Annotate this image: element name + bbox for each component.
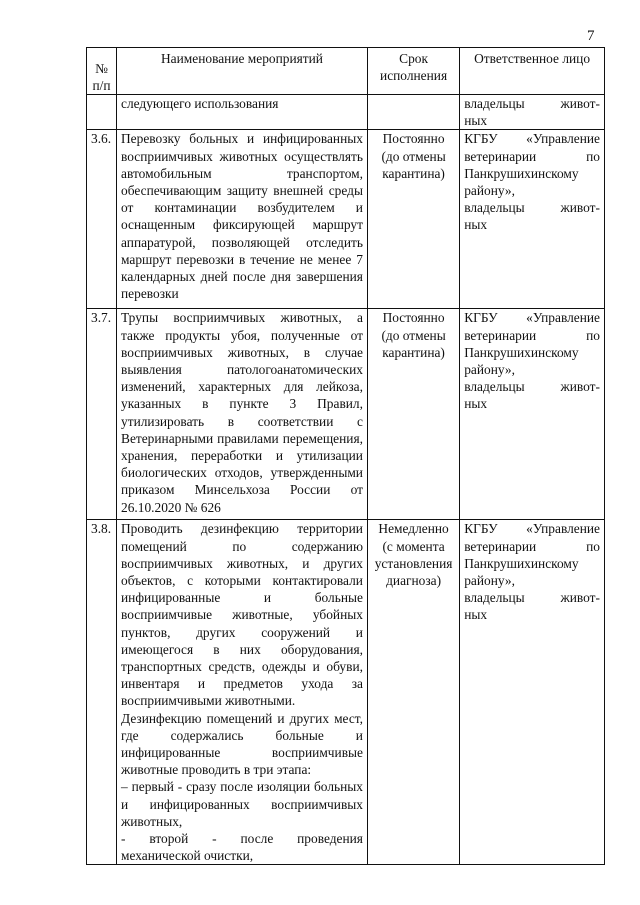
cell-responsible: владельцы живот- ных (460, 95, 605, 130)
table-row-continuation (87, 95, 605, 130)
header-num: № п/п (87, 48, 117, 95)
cell-term (367, 95, 459, 130)
cell-term: Постоянно (до отмены карантина) (367, 130, 459, 309)
header-term: Срок исполнения (367, 48, 459, 95)
cell-term: Постоянно (до отмены карантина) (367, 309, 459, 520)
cell-responsible: КГБУ «Управление ветеринарии по Панкрушихинскому району», владельцы живот- ных (460, 520, 605, 865)
cell-name: следующего использования (117, 95, 368, 130)
cell-responsible: КГБУ «Управление ветеринарии по Панкрушихинскому району», владельцы живот- ных (460, 309, 605, 520)
cell-name: Трупы восприимчивых животных, а также продукты убоя, полученные от восприимчивых животных, в случае выявления патологоанатомических изменений, характерных для лейкоза, указанных в пункте 3 Правил, утилизировать в соответствии с Ветеринарными правилами перемещения, хранения, переработки и утилизации биологических отходов, утвержденными приказом Минсельхоза России от 26.10.2020 № 626 (117, 309, 368, 520)
paragraph: - второй - после проведения механической очистки, (121, 831, 363, 864)
cell-num: 3.7. (87, 309, 117, 520)
cell-num: 3.8. (87, 520, 117, 865)
paragraph: Проводить дезинфекцию территории помещений по содержанию восприимчивых животных, и других объектов, с которыми контактировали инфицированные и больные восприимчивые животные, убойных пунктов, других сооружений и имеющегося в них оборудования, транспортных средств, одежды и обуви, инвентаря и предметов ухода за восприимчивыми животными. (121, 521, 363, 709)
table-row (87, 309, 605, 520)
cell-num (87, 95, 117, 130)
cell-name: Перевозку больных и инфицированных восприимчивых животных осуществлять автомобильным транспортом, обеспечивающим защиту внешней среды от контаминации возбудителем и оснащенным фиксирующей маршрут аппаратурой, позволяющей отследить маршрут перевозки в течение не менее 7 календарных дней после дня завершения перевозки (117, 130, 368, 309)
table-row (87, 130, 605, 309)
page-number: 7 (587, 28, 595, 44)
header-name: Наименование мероприятий (117, 48, 368, 95)
paragraph: – первый - сразу после изоляции больных и инфицированных восприимчивых животных, (121, 779, 363, 829)
table-header-row (87, 48, 605, 95)
cell-num: 3.6. (87, 130, 117, 309)
cell-responsible: КГБУ «Управление ветеринарии по Панкрушихинскому району», владельцы живот- ных (460, 130, 605, 309)
table-row (87, 520, 605, 865)
paragraph: Дезинфекцию помещений и других мест, где содержались больные и инфицированные восприимчивые животные проводить в три этапа: (121, 710, 363, 778)
cell-term: Немедленно (с момента установления диагноза) (367, 520, 459, 865)
measures-table (86, 47, 605, 865)
cell-name (117, 520, 368, 865)
header-responsible: Ответственное лицо (460, 48, 605, 95)
